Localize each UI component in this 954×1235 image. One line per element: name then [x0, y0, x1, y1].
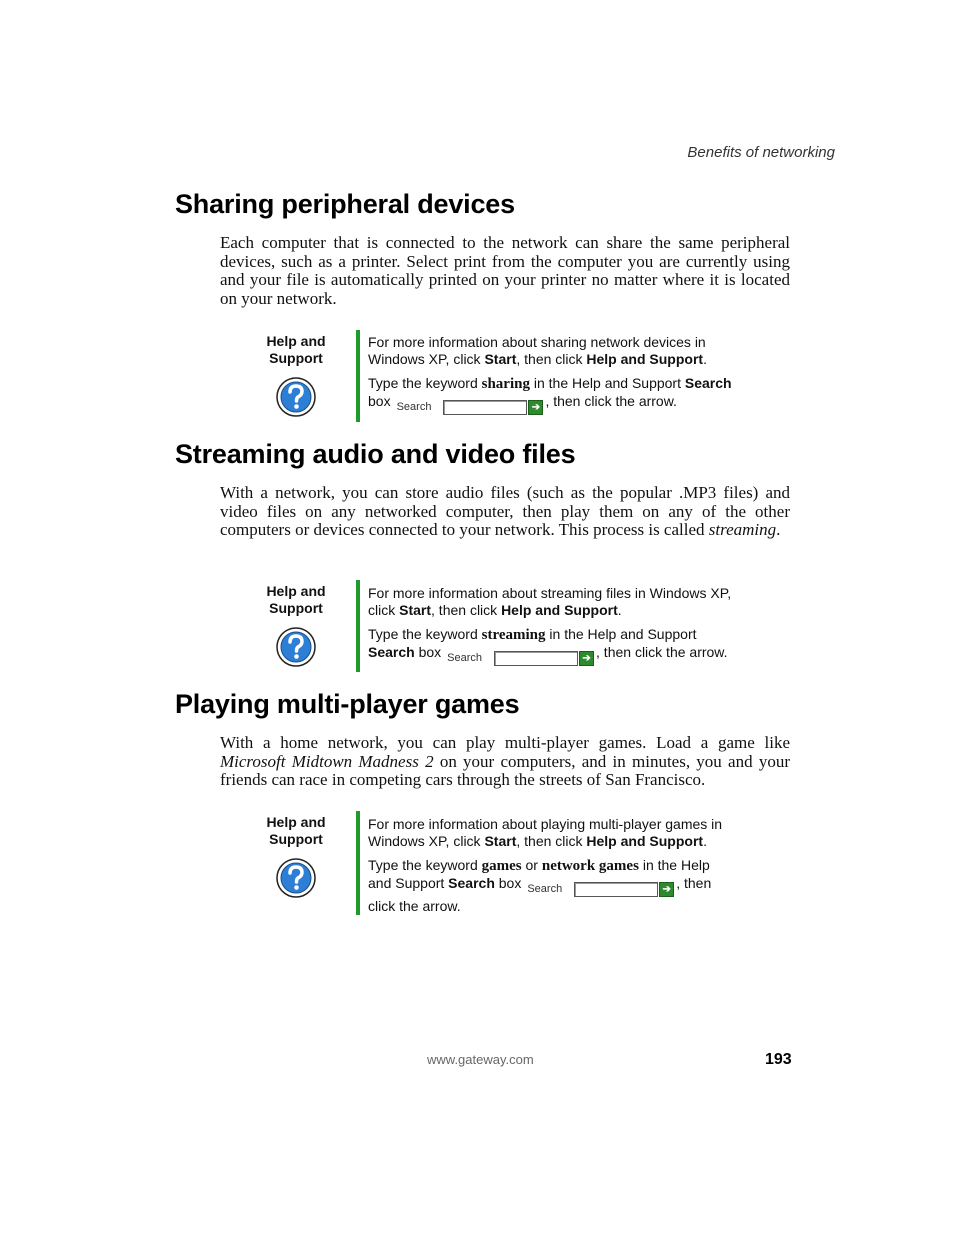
green-go-arrow-icon: ➔: [659, 882, 674, 897]
help-and-support-box: [258, 811, 738, 915]
question-mark-icon: [275, 857, 317, 899]
section-body-streaming: With a network, you can store audio files (such as the popular .MP3 files) and video files on any networked computer, then play them on any of the other computers or devices connected to your network. This process is called streaming.: [220, 483, 790, 540]
help-paragraph: For more information about sharing network devices in Windows XP, click Start, then click Help and Support.: [368, 334, 707, 367]
search-input-illustration: [443, 400, 527, 415]
search-label: Search: [447, 652, 483, 664]
green-go-arrow-icon: ➔: [528, 400, 543, 415]
help-text: [368, 334, 733, 416]
help-text: [368, 816, 733, 915]
search-input-illustration: [494, 651, 578, 666]
section-heading-games: Playing multi-player games: [175, 689, 520, 719]
help-accent-bar: [356, 580, 360, 672]
page-number: 193: [765, 1051, 792, 1068]
question-mark-icon: [275, 626, 317, 668]
search-label: Search: [527, 883, 563, 895]
search-box-illustration: [447, 650, 594, 667]
running-head: Benefits of networking: [687, 144, 835, 161]
section-body-games: With a home network, you can play multi-player games. Load a game like Microsoft Midtown Madness 2 on your computers, and in minutes, you and your friends can race in competing cars through the streets of San Francisco.: [220, 733, 790, 790]
help-paragraph: For more information about playing multi-player games in Windows XP, click Start, then click Help and Support.: [368, 816, 723, 849]
help-accent-bar: [356, 811, 360, 915]
help-paragraph: Type the keyword games or network games in the Help and Support Search box Search ➔ , then click the arrow.: [368, 857, 712, 914]
green-go-arrow-icon: ➔: [579, 651, 594, 666]
footer-url: www.gateway.com: [427, 1052, 534, 1067]
help-paragraph: Type the keyword streaming in the Help and Support Search box Search ➔ , then click the arrow.: [368, 626, 733, 667]
section-body-sharing: Each computer that is connected to the network can share the same peripheral devices, such as a printer. Select print from the computer you are currently using and your file is automatically printed on your printer no matter where it is located on your network.: [220, 233, 790, 309]
help-text: [368, 585, 733, 667]
section-heading-sharing: Sharing peripheral devices: [175, 189, 515, 219]
help-and-support-box: [258, 580, 738, 672]
search-box-illustration: [527, 881, 674, 898]
help-and-support-box: [258, 330, 738, 422]
section-heading-streaming: Streaming audio and video files: [175, 439, 576, 469]
help-accent-bar: [356, 330, 360, 422]
help-paragraph: For more information about streaming files in Windows XP, click Start, then click Help and Support.: [368, 585, 732, 618]
help-label: Help and Support: [266, 814, 326, 847]
question-mark-icon: [275, 376, 317, 418]
search-input-illustration: [574, 882, 658, 897]
help-paragraph: Type the keyword sharing in the Help and Support Search box Search ➔ , then click the arrow.: [368, 375, 733, 416]
search-box-illustration: [397, 399, 544, 416]
help-label: Help and Support: [266, 583, 326, 616]
search-label: Search: [396, 401, 432, 413]
help-label: Help and Support: [266, 333, 326, 366]
